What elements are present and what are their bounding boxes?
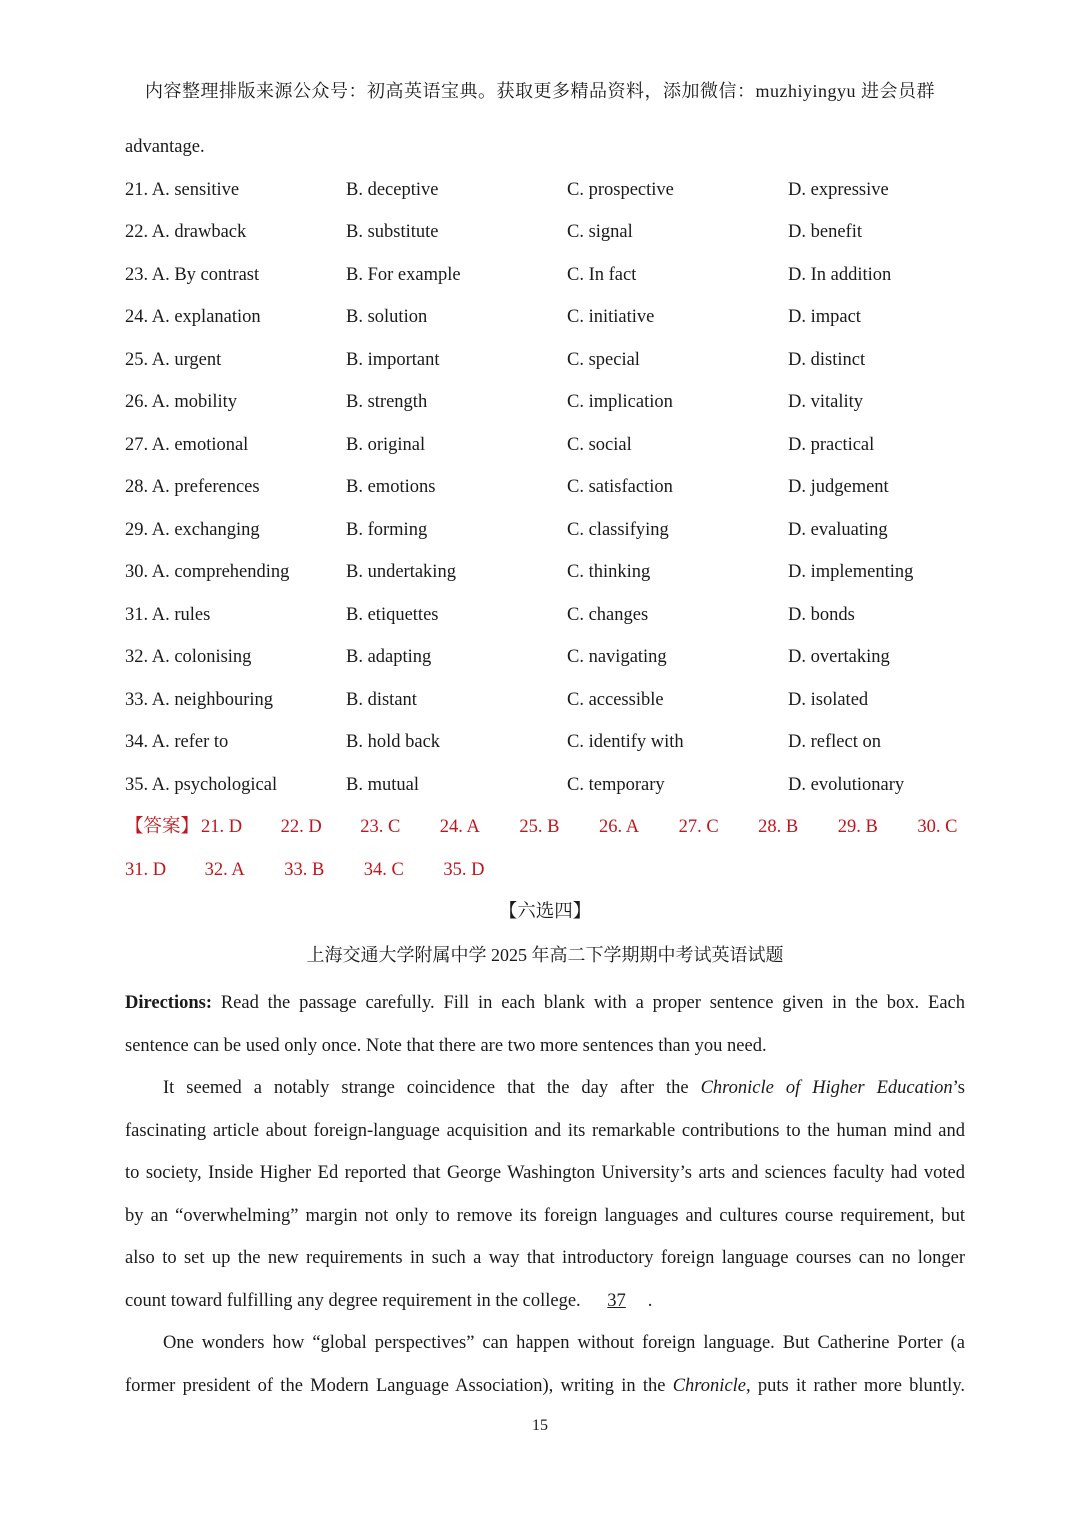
option-b: B. mutual <box>346 774 419 795</box>
page-content <box>125 132 965 1407</box>
question-row <box>125 345 965 388</box>
question-row <box>125 770 965 813</box>
option-c: C. thinking <box>567 562 651 582</box>
passage-text: ’s <box>952 1078 965 1098</box>
question-row <box>125 685 965 728</box>
option-c: C. identify with <box>567 732 684 752</box>
answer-item: 24. A <box>439 817 480 837</box>
option-a: 29. A. exchanging <box>125 519 260 540</box>
option-d: D. distinct <box>788 349 866 370</box>
option-d: D. benefit <box>788 222 862 242</box>
answer-item: 26. A <box>598 817 640 837</box>
option-d: D. overtaking <box>788 647 890 667</box>
option-a: 28. A. preferences <box>125 477 260 497</box>
option-d: D. In addition <box>788 264 892 285</box>
page-number: 15 <box>532 1417 548 1434</box>
answer-item: 27. C <box>678 817 719 837</box>
question-row <box>125 557 965 600</box>
option-d: D. judgement <box>788 477 889 497</box>
option-c: C. In fact <box>567 264 637 285</box>
page-header: 内容整理排版来源公众号：初高英语宝典。获取更多精品资料，添加微信：muzhiyingyu 进会员群 <box>145 81 935 101</box>
blank-37: 37 <box>607 1290 626 1311</box>
question-row <box>125 472 965 515</box>
passage-line: to society, Inside Higher Ed reported that George Washington University’s arts and sciences faculty had voted <box>125 1163 965 1183</box>
option-b: B. undertaking <box>346 562 456 582</box>
option-c: C. prospective <box>567 179 674 200</box>
option-c: C. temporary <box>567 774 665 795</box>
question-row <box>125 302 965 345</box>
question-row <box>125 175 965 218</box>
option-b: B. For example <box>346 264 461 285</box>
passage-line <box>125 1280 965 1323</box>
option-c: C. changes <box>567 604 649 625</box>
option-b: B. etiquettes <box>346 604 439 625</box>
option-b: B. hold back <box>346 732 441 752</box>
option-a: 27. A. emotional <box>125 434 249 455</box>
option-d: D. evaluating <box>788 519 888 540</box>
answer-item: 34. C <box>363 859 404 880</box>
option-c: C. classifying <box>567 519 669 540</box>
option-a: 22. A. drawback <box>125 222 247 242</box>
option-c: C. special <box>567 349 640 370</box>
passage-line: fascinating article about foreign-language acquisition and its remarkable contributions to the human mind and <box>125 1120 965 1141</box>
question-row <box>125 217 965 260</box>
answer-item: 21. D <box>201 817 243 837</box>
answer-item: 23. C <box>360 817 401 837</box>
answer-item: 25. B <box>519 817 560 837</box>
question-row <box>125 515 965 558</box>
directions-label: Directions: <box>125 993 212 1013</box>
answer-item: 32. A <box>204 859 245 880</box>
option-a: 21. A. sensitive <box>125 179 240 200</box>
answer-row-1 <box>125 812 965 855</box>
option-d: D. vitality <box>788 392 864 412</box>
passage-text: It seemed a notably strange coincidence that the day after the <box>163 1078 701 1098</box>
option-c: C. implication <box>567 392 673 412</box>
option-d: D. evolutionary <box>788 774 905 795</box>
option-c: C. accessible <box>567 689 664 710</box>
section-title: 【六选四】 <box>498 902 592 922</box>
answer-item: 31. D <box>125 859 167 880</box>
top-fragment: advantage. <box>125 137 205 157</box>
option-a: 35. A. psychological <box>125 774 278 795</box>
exam-title: 上海交通大学附属中学 2025 年高二下学期期中考试英语试题 <box>306 944 784 965</box>
option-a: 23. A. By contrast <box>125 264 260 285</box>
question-row <box>125 642 965 685</box>
answer-label: 【答案】 <box>125 817 200 837</box>
question-row <box>125 600 965 643</box>
option-b: B. original <box>346 434 426 455</box>
option-d: D. isolated <box>788 689 869 710</box>
option-a: 24. A. explanation <box>125 307 261 327</box>
option-b: B. distant <box>346 689 417 710</box>
passage-text: , puts it rather more bluntly. <box>746 1375 965 1396</box>
directions-line-1 <box>125 982 965 1025</box>
option-c: C. navigating <box>567 647 667 667</box>
answer-item: 30. C <box>917 817 958 837</box>
option-c: C. social <box>567 434 632 455</box>
answer-row-2 <box>125 855 965 898</box>
option-b: B. solution <box>346 307 428 327</box>
option-b: B. deceptive <box>346 179 439 200</box>
question-row <box>125 260 965 303</box>
option-b: B. strength <box>346 392 428 412</box>
passage-line <box>125 1067 965 1110</box>
option-a: 25. A. urgent <box>125 349 222 370</box>
directions-line-2: sentence can be used only once. Note that there are two more sentences than you need. <box>125 1035 767 1056</box>
passage-line: also to set up the new requirements in such a way that introductory foreign language courses can no longer <box>125 1248 965 1268</box>
option-d: D. reflect on <box>788 732 881 752</box>
option-c: C. signal <box>567 222 633 242</box>
option-b: B. substitute <box>346 222 439 242</box>
passage-line: One wonders how “global perspectives” can happen without foreign language. But Catherine Porter (a <box>163 1333 965 1353</box>
question-row <box>125 387 965 430</box>
directions-text: Read the passage carefully. Fill in each blank with a proper sentence given in the box. Each <box>212 993 965 1013</box>
option-b: B. emotions <box>346 477 436 497</box>
option-d: D. implementing <box>788 562 914 582</box>
option-d: D. practical <box>788 434 875 455</box>
option-a: 30. A. comprehending <box>125 562 290 582</box>
option-c: C. satisfaction <box>567 477 673 497</box>
option-a: 34. A. refer to <box>125 732 229 752</box>
passage-text: . <box>647 1290 653 1311</box>
publication-title: Chronicle <box>672 1375 747 1396</box>
publication-title: Chronicle of Higher Education <box>700 1078 953 1098</box>
option-a: 32. A. colonising <box>125 647 252 667</box>
question-row <box>125 430 965 473</box>
option-b: B. important <box>346 349 440 370</box>
option-d: D. expressive <box>788 179 889 200</box>
question-row <box>125 727 965 770</box>
option-b: B. forming <box>346 519 428 540</box>
option-c: C. initiative <box>567 307 655 327</box>
passage-text: count toward fulfilling any degree requirement in the college. <box>125 1290 586 1311</box>
answer-item: 22. D <box>280 817 322 837</box>
option-b: B. adapting <box>346 647 432 667</box>
answer-item: 28. B <box>758 817 799 837</box>
option-a: 26. A. mobility <box>125 392 238 412</box>
question-list <box>125 175 965 813</box>
option-d: D. impact <box>788 307 861 327</box>
answer-item: 33. B <box>284 859 325 880</box>
option-d: D. bonds <box>788 604 855 625</box>
answer-item: 35. D <box>443 859 485 880</box>
option-a: 31. A. rules <box>125 604 211 625</box>
passage-line: by an “overwhelming” margin not only to remove its foreign languages and cultures course requirement, but <box>125 1205 965 1226</box>
answer-item: 29. B <box>837 817 878 837</box>
option-a: 33. A. neighbouring <box>125 689 273 710</box>
passage-line <box>125 1365 965 1408</box>
passage-text: former president of the Modern Language Association), writing in the <box>125 1375 673 1396</box>
